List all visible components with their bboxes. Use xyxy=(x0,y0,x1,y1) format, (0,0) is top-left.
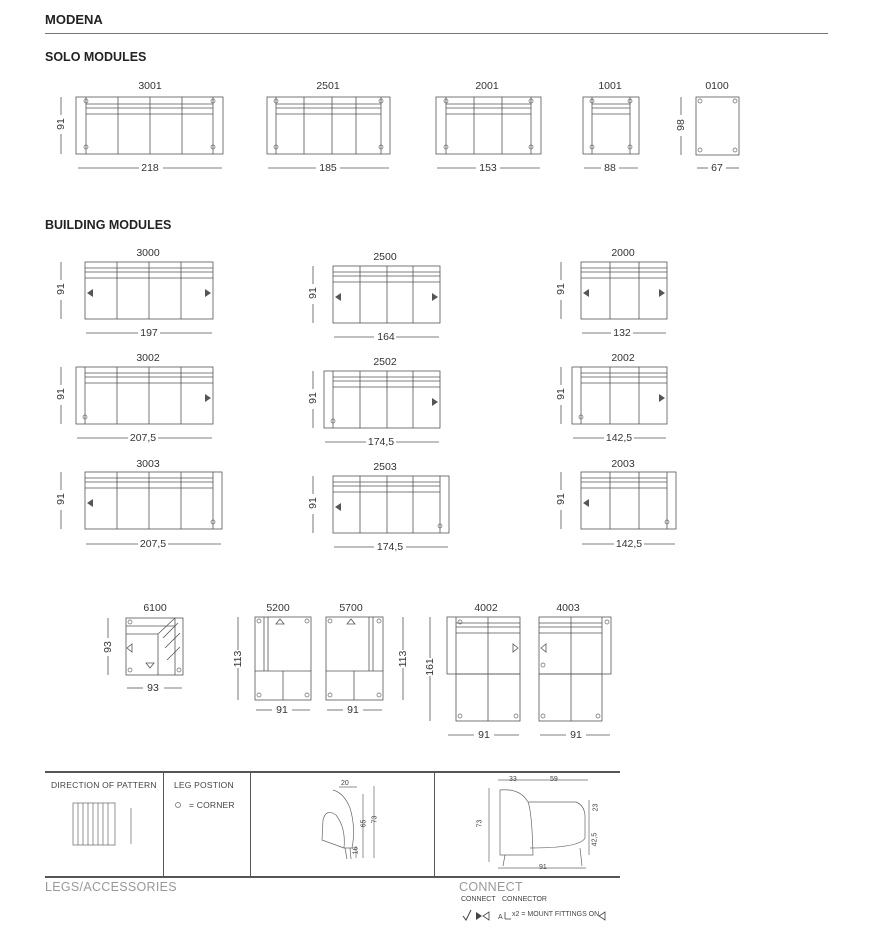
module-code-2001: 2001 xyxy=(475,80,499,92)
dim-width-5200: 91 xyxy=(276,704,288,716)
dim-height-2003: 91 xyxy=(555,493,567,505)
dim-height-3002: 91 xyxy=(55,388,67,400)
front-dim-height: 73 xyxy=(476,819,484,828)
profile-dim-seat: 65 xyxy=(360,819,368,828)
module-code-2003: 2003 xyxy=(611,458,635,470)
dim-width-2500: 164 xyxy=(377,331,395,343)
module-code-2501: 2501 xyxy=(316,80,340,92)
module-code-2500: 2500 xyxy=(373,251,397,263)
section-building-title: BUILDING MODULES xyxy=(45,218,172,232)
dim-height-6100: 93 xyxy=(102,641,114,653)
dim-width-5700: 91 xyxy=(347,704,359,716)
dim-width-1001: 88 xyxy=(604,162,616,174)
module-code-0100: 0100 xyxy=(705,80,729,92)
dim-width-2501: 185 xyxy=(319,162,337,174)
dim-height-5200: 113 xyxy=(232,650,244,668)
dim-height-2002: 91 xyxy=(555,388,567,400)
dim-width-2003: 142,5 xyxy=(615,538,643,550)
legend-corner-label: = CORNER xyxy=(189,800,235,810)
legend-direction-label: DIRECTION OF PATTERN xyxy=(51,780,157,790)
profile-dim-top: 20 xyxy=(341,780,349,787)
module-code-5700: 5700 xyxy=(339,602,363,614)
front-dim-back: 33 xyxy=(509,776,517,783)
dim-width-4003: 91 xyxy=(570,729,582,741)
connect-sub-label: CONNECT xyxy=(461,896,496,903)
dim-height-2500: 91 xyxy=(307,287,319,299)
module-code-3000: 3000 xyxy=(136,247,160,259)
connect-title: CONNECT xyxy=(459,880,523,894)
dim-width-3000: 197 xyxy=(140,327,158,339)
module-code-2503: 2503 xyxy=(373,461,397,473)
dim-height-2503: 91 xyxy=(307,497,319,509)
dim-width-2002: 142,5 xyxy=(605,432,633,444)
mount-fittings-label: x2 = MOUNT FITTINGS ON xyxy=(512,911,600,918)
dim-height-2000: 91 xyxy=(555,283,567,295)
dim-height-3003: 91 xyxy=(55,493,67,505)
legs-accessories-title: LEGS/ACCESSORIES xyxy=(45,880,177,894)
module-code-2502: 2502 xyxy=(373,356,397,368)
connector-sub-label: CONNECTOR xyxy=(502,896,547,903)
dim-width-2502: 174,5 xyxy=(367,436,395,448)
module-code-1001: 1001 xyxy=(598,80,622,92)
module-code-4003: 4003 xyxy=(556,602,580,614)
section-solo-title: SOLO MODULES xyxy=(45,50,147,64)
module-code-2002: 2002 xyxy=(611,352,635,364)
module-code-4002: 4002 xyxy=(474,602,498,614)
dim-height-3000: 91 xyxy=(55,283,67,295)
dim-width-3001: 218 xyxy=(141,162,159,174)
module-code-6100: 6100 xyxy=(143,602,167,614)
dim-height-5700: 113 xyxy=(397,650,409,668)
svg-text:A: A xyxy=(498,914,503,921)
dim-width-2001: 153 xyxy=(479,162,497,174)
front-dim-seat-depth: 59 xyxy=(550,776,558,783)
module-code-3002: 3002 xyxy=(136,352,160,364)
module-code-3001: 3001 xyxy=(138,80,162,92)
dim-width-6100: 93 xyxy=(147,682,159,694)
front-dim-seat-h: 42,5 xyxy=(591,832,599,847)
module-code-3003: 3003 xyxy=(136,458,160,470)
dim-height-2502: 91 xyxy=(307,392,319,404)
dim-width-3002: 207,5 xyxy=(129,432,157,444)
dim-width-2503: 174,5 xyxy=(376,541,404,553)
dim-height-4002: 161 xyxy=(424,658,436,676)
page-title: MODENA xyxy=(45,12,103,27)
dim-width-2000: 132 xyxy=(613,327,631,339)
module-code-2000: 2000 xyxy=(611,247,635,259)
dim-width-0100: 67 xyxy=(711,162,723,174)
dim-width-3003: 207,5 xyxy=(139,538,167,550)
dim-width-4002: 91 xyxy=(478,729,490,741)
front-dim-arm: 23 xyxy=(592,803,600,812)
legend-leg-position-label: LEG POSTION xyxy=(174,780,234,790)
profile-dim-leg: 16 xyxy=(352,846,360,855)
module-code-5200: 5200 xyxy=(266,602,290,614)
dim-height-solo: 91 xyxy=(55,118,67,130)
front-dim-total: 91 xyxy=(539,864,547,871)
profile-dim-total: 73 xyxy=(371,815,379,824)
dim-height-0100: 98 xyxy=(675,119,687,131)
